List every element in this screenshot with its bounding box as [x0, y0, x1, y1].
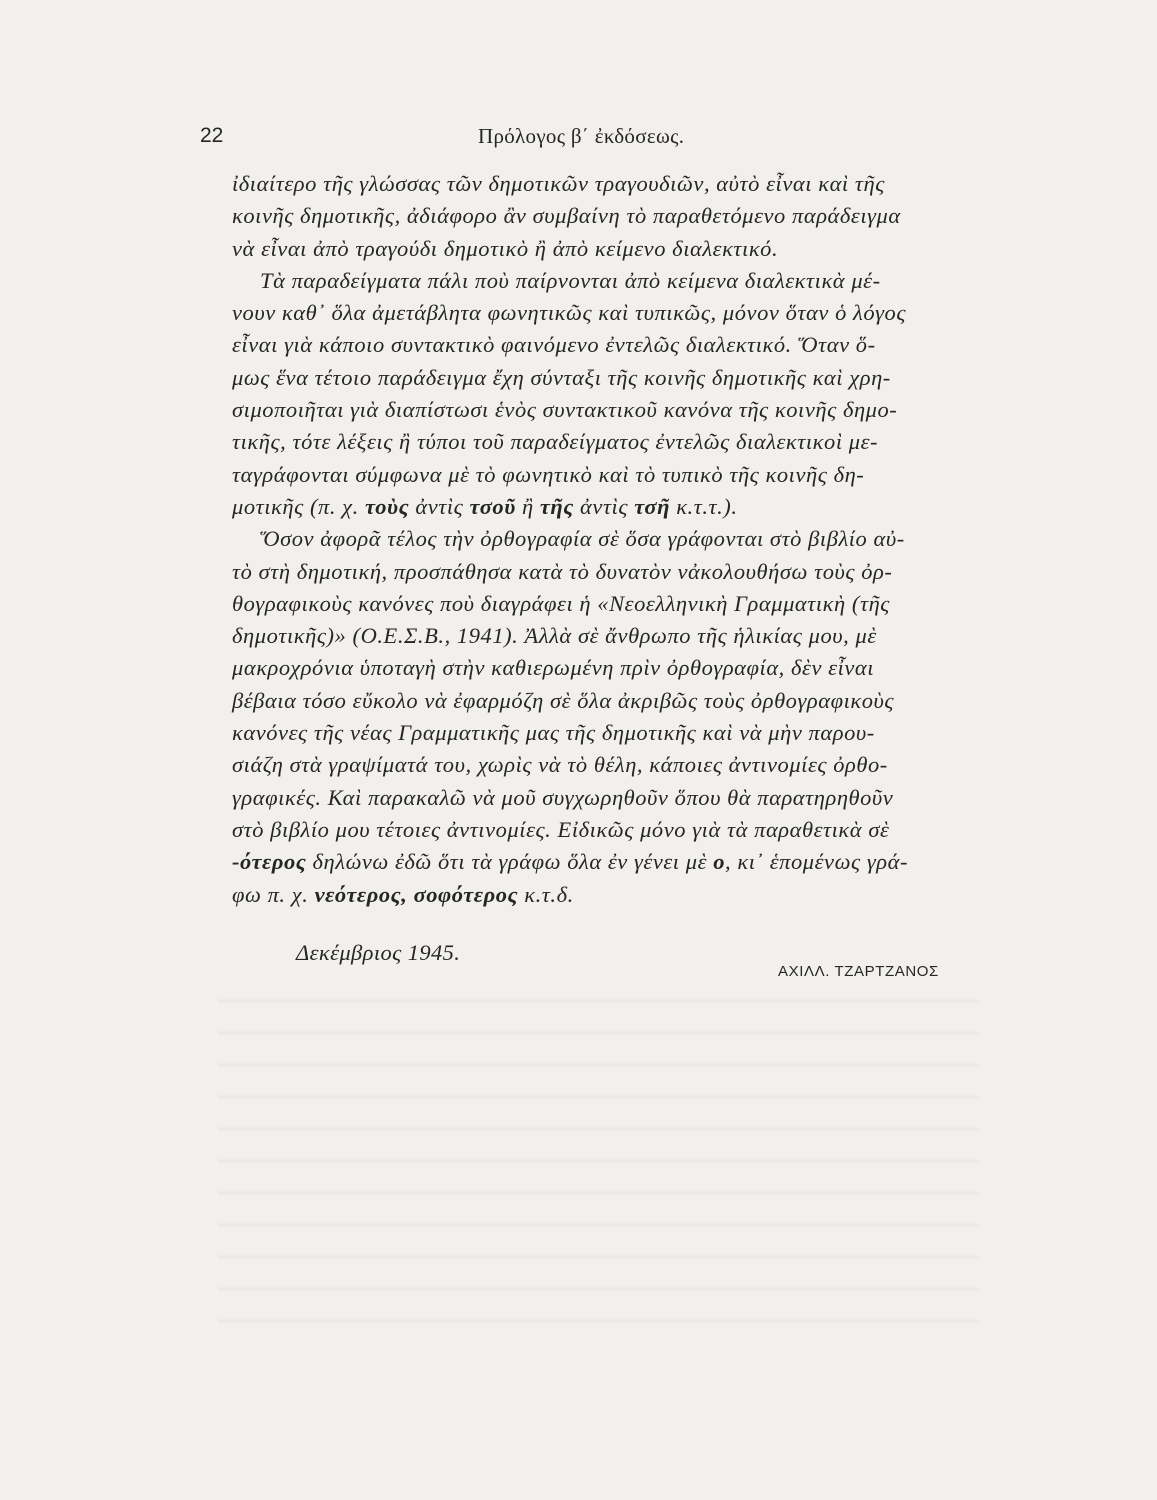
- text-run: δημοτικῆς)» (Ο.Ε.Σ.Β., 1941). Ἀλλὰ σὲ ἄνθρωπο τῆς ἡλικίας μου, μὲ: [232, 623, 877, 649]
- text-run: γραφικές. Καὶ παρακαλῶ νὰ μοῦ συγχωρηθοῦν ὅπου θὰ παρατηρηθοῦν: [232, 784, 894, 810]
- author-signature: ΑΧΙΛΛ. ΤΖΑΡΤΖΑΝΟΣ: [778, 963, 939, 980]
- text-line: [232, 749, 992, 781]
- text-run: βέβαια τόσο εὔκολο νὰ ἐφαρμόζη σὲ ὅλα ἀκριβῶς τοὺς ὀρθογραφικοὺς: [232, 687, 895, 713]
- text-line: [232, 491, 992, 523]
- bleed-through-shadow: [218, 1000, 978, 1340]
- text-line: [232, 168, 992, 200]
- text-line: [232, 426, 992, 458]
- text-run: τὸ στὴ δημοτική, προσπάθησα κατὰ τὸ δυνατὸν νἀκολουθήσω τοὺς ὀρ-: [232, 558, 893, 584]
- text-line: [232, 233, 992, 265]
- bold-term: ο: [713, 849, 726, 875]
- text-run: κοινῆς δημοτικῆς, ἀδιάφορο ἂν συμβαίνη τὸ παραθετόμενο παράδειγμα: [232, 203, 901, 229]
- bold-term: τοὺς: [364, 493, 410, 519]
- text-line: [232, 265, 992, 297]
- text-line: [232, 717, 992, 749]
- bold-term: τσῆ: [634, 493, 671, 519]
- text-run: μακροχρόνια ὑποταγὴ στὴν καθιερωμένη πρὶν ὀρθογραφία, δὲν εἶναι: [232, 655, 875, 681]
- text-run: ἰδιαίτερο τῆς γλώσσας τῶν δημοτικῶν τραγουδιῶν, αὐτὸ εἶναι καὶ τῆς: [232, 171, 885, 196]
- text-line: [232, 459, 992, 491]
- text-line: [232, 652, 992, 684]
- body-text: [232, 168, 992, 911]
- bold-term: τσοῦ: [469, 493, 516, 519]
- text-line: [232, 523, 992, 555]
- text-run: ἀντὶς: [573, 493, 635, 519]
- text-run: ἀντὶς: [409, 493, 470, 519]
- bold-term: -ότερος: [232, 849, 307, 875]
- bold-term: νεότερος, σοφότερος: [314, 881, 519, 907]
- text-line: [232, 879, 992, 911]
- text-line: [232, 394, 992, 426]
- date-line: Δεκέμβριος 1945.: [296, 940, 461, 965]
- text-run: , κι᾿ ἑπομένως γρά-: [725, 849, 909, 875]
- text-line: [232, 200, 992, 232]
- text-run: Τὰ παραδείγματα πάλι ποὺ παίρνονται ἀπὸ κείμενα διαλεκτικὰ μέ-: [260, 267, 881, 293]
- text-run: ἢ: [515, 493, 540, 519]
- text-run: κ.τ.δ.: [518, 881, 574, 907]
- text-line: [232, 814, 992, 846]
- page-header: [0, 124, 1157, 156]
- text-line: [232, 362, 992, 394]
- text-line: [232, 297, 992, 329]
- text-line: [232, 782, 992, 814]
- text-run: σιάζη στὰ γραψίματά του, χωρὶς νὰ τὸ θέλη, κάποιες ἀντινομίες ὀρθο-: [232, 752, 888, 778]
- text-run: Ὅσον ἀφορᾶ τέλος τὴν ὀρθογραφία σὲ ὅσα γράφονται στὸ βιβλίο αὐ-: [260, 526, 905, 552]
- text-run: μοτικῆς (π. χ.: [232, 493, 365, 519]
- page-number: 22: [200, 124, 224, 147]
- text-run: τικῆς, τότε λέξεις ἢ τύποι τοῦ παραδείγματος ἐντελῶς διαλεκτικοὶ με-: [232, 429, 879, 455]
- text-line: [232, 685, 992, 717]
- text-run: θογραφικοὺς κανόνες ποὺ διαγράφει ἡ «Νεοελληνικὴ Γραμματικὴ (τῆς: [232, 590, 890, 616]
- text-run: μως ἕνα τέτοιο παράδειγμα ἔχη σύνταξι τῆς κοινῆς δημοτικῆς καὶ χρη-: [232, 364, 891, 390]
- text-run: κανόνες τῆς νέας Γραμματικῆς μας τῆς δημοτικῆς καὶ νὰ μὴν παρου-: [232, 720, 875, 746]
- bold-term: τῆς: [539, 493, 574, 519]
- text-run: νὰ εἶναι ἀπὸ τραγούδι δημοτικὸ ἢ ἀπὸ κείμενο διαλεκτικό.: [232, 235, 779, 261]
- text-run: δηλώνω ἐδῶ ὅτι τὰ γράφω ὅλα ἐν γένει μὲ: [306, 849, 714, 875]
- text-run: ταγράφονται σύμφωνα μὲ τὸ φωνητικὸ καὶ τὸ τυπικὸ τῆς κοινῆς δη-: [232, 461, 865, 487]
- text-line: [232, 620, 992, 652]
- running-title: Πρόλογος β΄ ἐκδόσεως.: [478, 124, 685, 148]
- text-line: [232, 588, 992, 620]
- text-line: [232, 556, 992, 588]
- text-run: κ.τ.τ.).: [670, 493, 738, 519]
- text-run: σιμοποιῆται γιὰ διαπίστωσι ἑνὸς συντακτικοῦ κανόνα τῆς κοινῆς δημο-: [232, 397, 898, 423]
- text-run: στὸ βιβλίο μου τέτοιες ἀντινομίες. Εἰδικῶς μόνο γιὰ τὰ παραθετικὰ σὲ: [232, 816, 890, 842]
- text-run: εἶναι γιὰ κάποιο συντακτικὸ φαινόμενο ἐντελῶς διαλεκτικό. Ὅταν ὅ-: [232, 332, 876, 358]
- text-run: φω π. χ.: [232, 881, 315, 907]
- text-line: [232, 329, 992, 361]
- text-line: [232, 846, 992, 878]
- text-run: νουν καθ᾿ ὅλα ἀμετάβλητα φωνητικῶς καὶ τυπικῶς, μόνον ὅταν ὁ λόγος: [232, 300, 907, 326]
